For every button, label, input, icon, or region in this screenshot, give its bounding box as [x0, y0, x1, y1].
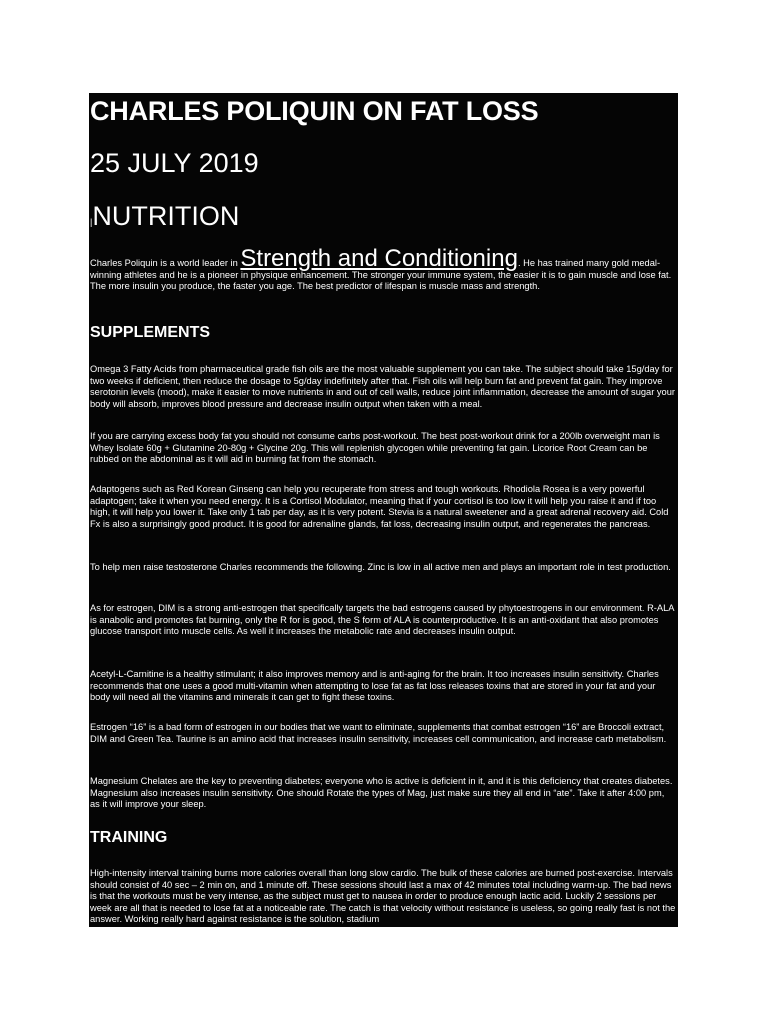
- section-title-nutrition: [90, 201, 239, 232]
- paragraph: High-intensity interval training burns more calories overall than long slow cardio. The bulk of these calories are burned post-exercise. Intervals should consist of 40 sec – 2 min on, and 1 minute off. These sessions should last a max of 42 minutes total including warm-up. The bad news is that the workouts must be very intense, as the subject must get to nausea in order to produce enough lactic acid. Luckily 2 sessions per week are all that is needed to lose fat at a noticeable rate. The catch is that velocity without resistance is useless, so going really fast is not the answer. Working really hard against resistance is the solution, stadium: [90, 868, 676, 925]
- intro-lead: Charles Poliquin is a world leader in: [90, 258, 241, 268]
- paragraph: Adaptogens such as Red Korean Ginseng can help you recuperate from stress and tough workouts. Rhodiola Rosea is a very powerful adaptogen; take it when you need energy. It is a Cortisol Modulator, meaning that if your cortisol is too low it will help you raise it and if too high, it will help you lower it. Take only 1 tab per day, as it is very potent. Stevia is a natural sweetener and a great adrenal recovery aid. Cold Fx is also a surprisingly good product. It is good for adrenaline glands, fat loss, decreasing insulin output, and regenerates the pancreas.: [90, 484, 669, 529]
- paragraph: If you are carrying excess body fat you should not consume carbs post-workout. The best post-workout drink for a 200lb overweight man is Whey Isolate 60g + Glutamine 20-80g + Glycine 20g. This will replenish glycogen while preventing fat gain. Licorice Root Cream can be rubbed on the abdominal as it will aid in burning fat from the stomach.: [90, 431, 660, 465]
- paragraph: Magnesium Chelates are the key to preventing diabetes; everyone who is active is deficient in it, and it is this deficiency that creates diabetes. Magnesium also increases insulin sensitivity. One should Rotate the types of Mag, just make sure they all end in “ate”. Take it after 4:00 pm, as it will improve your sleep.: [90, 776, 673, 810]
- section-title-text: NUTRITION: [92, 201, 240, 231]
- intro-paragraph: [90, 245, 676, 293]
- training-heading: TRAINING: [90, 829, 168, 846]
- document-date: 25 JULY 2019: [90, 148, 259, 178]
- paragraph: As for estrogen, DIM is a strong anti-estrogen that specifically targets the bad estrogens caused by phytoestrogens in our environment. R-ALA is anabolic and promotes fat burning, only the R for is good, the S form of ALA is counterproductive. It is an anti-oxidant that also promotes glucose transport into muscle cells. As well it increases the metabolic rate and decreases insulin output.: [90, 603, 674, 637]
- paragraph: Estrogen “16” is a bad form of estrogen in our bodies that we want to eliminate, supplements that combat estrogen “16” are Broccoli extract, DIM and Green Tea. Taurine is an amino acid that increases insulin sensitivity, increases cell communication, and increase carb metabolism.: [90, 722, 667, 744]
- section-marker: |: [90, 217, 93, 227]
- paragraph: Acetyl-L-Carnitine is a healthy stimulant; it also improves memory and is anti-aging for the brain. It too increases insulin sensitivity. Charles recommends that one uses a good multi-vitamin when attempting to lose fat as fat loss releases toxins that are stored in your fat and your body will need all the vitamins and minerals it can get to fight these toxins.: [90, 669, 659, 703]
- paragraph: Omega 3 Fatty Acids from pharmaceutical grade fish oils are the most valuable supplement you can take. The subject should take 15g/day for two weeks if deficient, then reduce the dosage to 5g/day indefinitely after that. Fish oils will help burn fat and prevent fat gain. They improve serotonin levels (mood), make it easier to move nutrients in and out of cell walls, reduce joint inflammation, decrease the amount of sugar your body will absorb, improves blood pressure and decrease insulin output when taken with a meal.: [90, 364, 675, 409]
- intro-rest: . He has trained many gold medal-winning athletes and he is a pioneer in physique enhancement. The stronger your immune system, the easier it is to gain muscle and lose fat. The more insulin you produce, the faster you age. The best predictor of lifespan is muscle mass and strength.: [90, 258, 672, 292]
- document-title: CHARLES POLIQUIN ON FAT LOSS: [90, 96, 539, 126]
- paragraph: To help men raise testosterone Charles recommends the following. Zinc is low in all active men and plays an important role in test production.: [90, 562, 671, 572]
- supplements-heading: SUPPLEMENTS: [90, 324, 211, 341]
- document-page: [89, 93, 678, 927]
- strength-conditioning-link[interactable]: Strength and Conditioning: [240, 245, 518, 272]
